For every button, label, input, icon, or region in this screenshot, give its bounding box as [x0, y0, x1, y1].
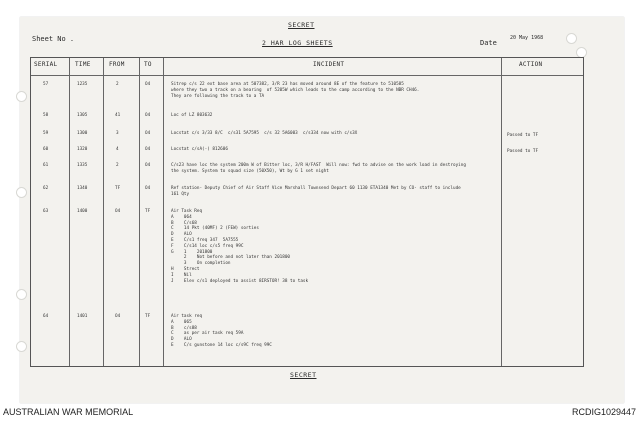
- row-59-incident: Locstat c/s 3/33 8/C c/s31 5A7595 c/s 32 5A6003 c/s334 now with c/s3X: [171, 131, 358, 136]
- col-action-header: ACTION: [519, 61, 543, 68]
- row-63-incident: Air Task Req A 064 B C/s68 C 14 Pkt (40MF) 2 (FEW) sorties D ALO E C/s1 freq 347 5A7555 F C/s14 loc c/s5 freq 99C G 1 201800 2 Not before and not later than 201800 3 On completion H Strect I Nil J Elev c/s1 deployed to assist 8IRSTOR! 38 to task: [171, 209, 309, 284]
- row-59-time: 1300: [77, 131, 88, 136]
- log-table: [30, 57, 584, 367]
- classification-footer: SECRET: [290, 371, 317, 379]
- row-59-action: Passed to TF: [507, 133, 539, 138]
- row-60-action: Passed to TF: [507, 149, 539, 154]
- classification-header: SECRET: [288, 21, 315, 29]
- date-value: 20 May 1968: [510, 35, 544, 41]
- row-61-incident: C/s23 have loc the system 200m W of Bitter loc, 3/R H/FAST Will now: fwd to advise on the work load in destroying the system. System to squad size (50X50), Wt by G 1 set night: [171, 163, 466, 174]
- row-57-from: 2: [116, 82, 119, 87]
- row-58-from: 41: [115, 113, 121, 118]
- row-62-time: 1340: [77, 186, 88, 191]
- row-62-serial: 62: [43, 186, 49, 191]
- punch-hole-lower: [16, 289, 27, 300]
- log-title: 2 HAR LOG SHEETS: [262, 39, 333, 47]
- row-57-to: O4: [145, 82, 151, 87]
- row-57-time: 1235: [77, 82, 88, 87]
- row-61-to: O4: [145, 163, 151, 168]
- row-58-serial: 58: [43, 113, 49, 118]
- punch-hole-upper: [16, 187, 27, 198]
- col-from-header: FROM: [109, 61, 125, 68]
- row-57-serial: 57: [43, 82, 49, 87]
- row-61-time: 1335: [77, 163, 88, 168]
- row-58-incident: Loc of LZ 803632: [171, 113, 213, 118]
- row-60-from: 4: [116, 147, 119, 152]
- row-60-to: O4: [145, 147, 151, 152]
- date-label: Date: [480, 39, 497, 47]
- col-time-header: TIME: [75, 61, 91, 68]
- row-58-time: 1305: [77, 113, 88, 118]
- row-59-serial: 59: [43, 131, 49, 136]
- col-to-header: TO: [144, 61, 152, 68]
- row-58-to: O4: [145, 113, 151, 118]
- archive-credit: AUSTRALIAN WAR MEMORIAL: [3, 407, 134, 417]
- row-60-incident: Locstat c/sA(-) 812606: [171, 147, 228, 152]
- row-64-time: 1401: [77, 314, 88, 319]
- row-63-serial: 63: [43, 209, 49, 214]
- row-64-serial: 64: [43, 314, 49, 319]
- col-serial-header: SERIAL: [34, 61, 58, 68]
- punch-hole-bottom: [16, 341, 27, 352]
- col-incident-header: INCIDENT: [313, 61, 345, 68]
- row-60-serial: 60: [43, 147, 49, 152]
- log-sheet-page: [20, 17, 624, 403]
- punch-hole-right-top: [566, 33, 577, 44]
- row-59-from: 3: [116, 131, 119, 136]
- row-62-from: TF: [115, 186, 121, 191]
- row-64-incident: Air task req A 065 B c/s88 C as per air task req 59A D ALO E C/s gunstone 14 loc c/s9C freq 99C: [171, 314, 272, 348]
- row-64-to: TF: [145, 314, 151, 319]
- row-60-time: 1320: [77, 147, 88, 152]
- row-64-from: O4: [115, 314, 121, 319]
- row-63-time: 1400: [77, 209, 88, 214]
- row-63-from: O4: [115, 209, 121, 214]
- row-63-to: TF: [145, 209, 151, 214]
- row-59-to: O4: [145, 131, 151, 136]
- row-61-from: 2: [116, 163, 119, 168]
- row-57-incident: Sitrep c/s 22 ext base area at 507382, 3/R 23 has moved around 8E of the feature to 510585 where they two a track on a bearing of 5205W which leads to the camp according to the NBR CH46. They are following the track to a TA: [171, 82, 420, 99]
- row-61-serial: 61: [43, 163, 49, 168]
- archive-id: RCDIG1029447: [571, 407, 636, 417]
- sheet-number-label: Sheet No .: [32, 35, 75, 43]
- row-62-to: O4: [145, 186, 151, 191]
- punch-hole-top: [16, 91, 27, 102]
- row-62-incident: Ref station- Deputy Chief of Air Staff Vice Marshall Townsend Depart 60 1130 ETA1340 Met by CO- staff to include 161 Qty: [171, 186, 461, 197]
